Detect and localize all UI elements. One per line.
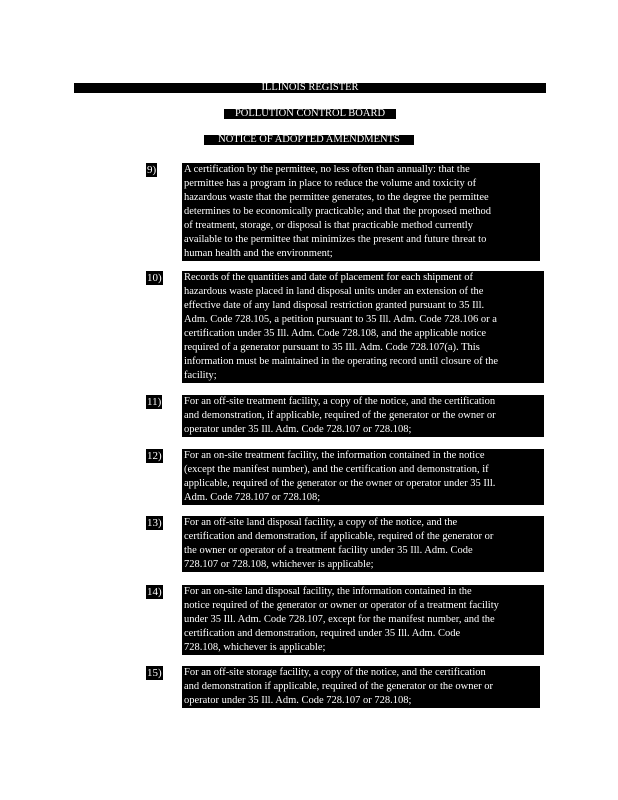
board-name: POLLUTION CONTROL BOARD <box>224 109 396 119</box>
text-line: permittee has a program in place to reduce the volume and toxicity of <box>184 178 477 189</box>
item-number: 15) <box>147 667 162 679</box>
text-line: For an on-site land disposal facility, the information contained in the <box>184 586 472 597</box>
item-number: 12) <box>147 450 162 462</box>
item-text <box>182 395 544 437</box>
item-number: 11) <box>147 396 162 408</box>
item-number: 14) <box>147 586 162 598</box>
register-title: ILLINOIS REGISTER <box>74 83 546 93</box>
text-line: certification and demonstration, if applicable, required of the generator or <box>184 531 494 542</box>
text-line: notice required of the generator or owner or operator of a treatment facility <box>184 600 499 611</box>
text-line: effective date of any land disposal restriction granted pursuant to 35 Ill. <box>184 300 485 311</box>
text-line: and demonstration, if applicable, required of the generator or the owner or <box>184 410 496 421</box>
text-line: Adm. Code 728.107 or 728.108; <box>184 492 321 503</box>
text-line: operator under 35 Ill. Adm. Code 728.107 or 728.108; <box>184 424 412 435</box>
item-text <box>182 163 540 261</box>
item-number: 10) <box>147 272 162 284</box>
text-line: Records of the quantities and date of placement for each shipment of <box>184 272 473 283</box>
text-line: available to the permittee that minimizes the present and future threat to <box>184 234 487 245</box>
notice-title: NOTICE OF ADOPTED AMENDMENTS <box>204 135 414 145</box>
text-line: facility; <box>184 370 217 381</box>
item-text <box>182 449 544 505</box>
text-line: and demonstration if applicable, required of the generator or the owner or <box>184 681 494 692</box>
text-line: For an off-site land disposal facility, a copy of the notice, and the <box>184 517 458 528</box>
text-line: A certification by the permittee, no less often than annually: that the <box>184 164 470 175</box>
text-line: (except the manifest number), and the certification and demonstration, if <box>184 464 489 475</box>
item-number: 13) <box>147 517 162 529</box>
text-line: 728.107 or 728.108, whichever is applicable; <box>184 559 374 570</box>
item-text <box>182 585 544 655</box>
item-text <box>182 666 540 708</box>
text-line: hazardous waste that the permittee generates, to the degree the permittee <box>184 192 489 203</box>
text-line: certification and demonstration, required under 35 Ill. Adm. Code <box>184 628 461 639</box>
text-line: For an on-site treatment facility, the information contained in the notice <box>184 450 485 461</box>
text-line: required of a generator pursuant to 35 Ill. Adm. Code 728.107(a). This <box>184 342 480 353</box>
text-line: hazardous waste placed in land disposal units under an extension of the <box>184 286 484 297</box>
text-line: determines to be economically practicable; and that the proposed method <box>184 206 492 217</box>
text-line: applicable, required of the generator or the owner or operator under 35 Ill. <box>184 478 496 489</box>
item-number: 9) <box>147 164 157 176</box>
text-line: For an off-site storage facility, a copy of the notice, and the certification <box>184 667 486 678</box>
text-line: Adm. Code 728.105, a petition pursuant to 35 Ill. Adm. Code 728.106 or a <box>184 314 497 325</box>
text-line: the owner or operator of a treatment facility under 35 Ill. Adm. Code <box>184 545 473 556</box>
item-text <box>182 516 544 572</box>
text-line: of treatment, storage, or disposal is that practicable method currently <box>184 220 473 231</box>
text-line: For an off-site treatment facility, a copy of the notice, and the certification <box>184 396 496 407</box>
text-line: under 35 Ill. Adm. Code 728.107, except for the manifest number, and the <box>184 614 495 625</box>
item-text <box>182 271 544 383</box>
text-line: information must be maintained in the operating record until closure of the <box>184 356 499 367</box>
text-line: human health and the environment; <box>184 248 333 259</box>
text-line: operator under 35 Ill. Adm. Code 728.107 or 728.108; <box>184 695 412 706</box>
text-line: 728.108, whichever is applicable; <box>184 642 326 653</box>
text-line: certification under 35 Ill. Adm. Code 728.108, and the applicable notice <box>184 328 487 339</box>
